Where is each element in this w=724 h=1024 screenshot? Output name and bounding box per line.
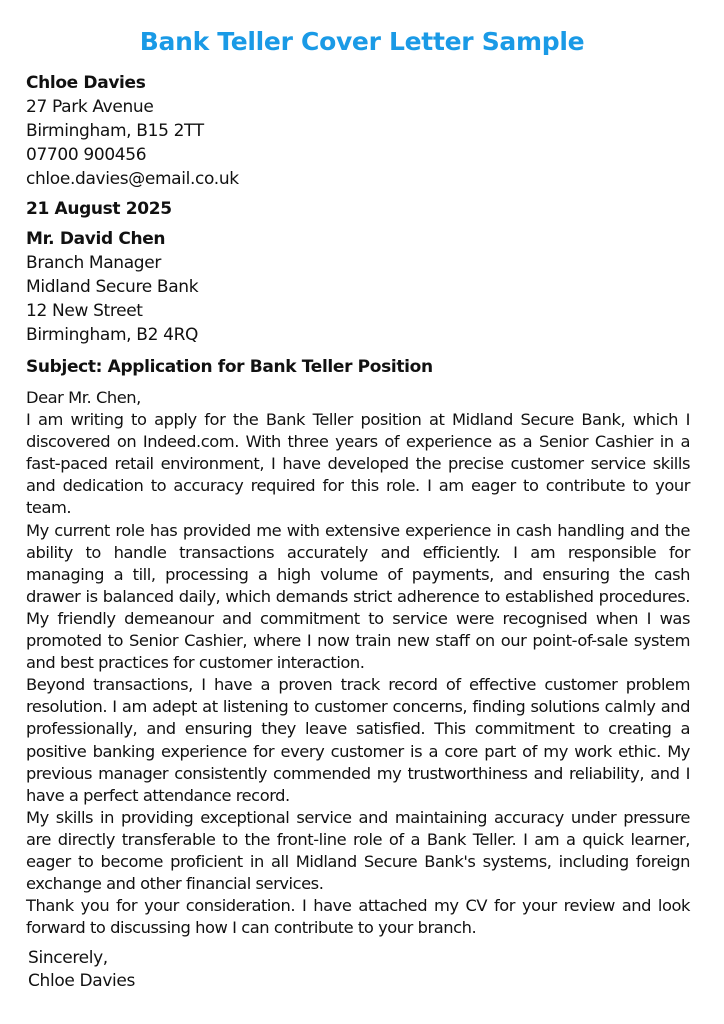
- salutation: Dear Mr. Chen,: [26, 388, 141, 407]
- sender-address-line1: 27 Park Avenue: [26, 97, 154, 117]
- recipient-street: 12 New Street: [26, 301, 143, 321]
- body-paragraph-1: I am writing to apply for the Bank Teller position at Midland Secure Bank, which I discovered on Indeed.com. With three years of experience as a Senior Cashier in a fast-paced retail environment, I have developed the precise customer service skills and dedication to accuracy required for this role. I am eager to contribute to your team.: [26, 410, 690, 518]
- sender-email: chloe.davies@email.co.uk: [26, 169, 239, 189]
- body-paragraph-4: My skills in providing exceptional service and maintaining accuracy under pressure are directly transferable to the front-line role of a Bank Teller. I am a quick learner, eager to become proficient in all Midland Secure Bank's systems, including foreign exchange and other financial services.: [26, 807, 690, 894]
- letter-body: [26, 387, 690, 939]
- recipient-name: Mr. David Chen: [26, 229, 166, 249]
- recipient-city: Birmingham, B2 4RQ: [26, 325, 199, 345]
- sender-name: Chloe Davies: [26, 73, 146, 93]
- body-paragraph-3: Beyond transactions, I have a proven track record of effective customer problem resolution. I am adept at listening to customer concerns, finding solutions calmly and professionally, and ensuring they leave satisfied. This commitment to creating a positive banking experience for every customer is a core part of my work ethic. My previous manager consistently commended my trustworthiness and reliability, and I have a perfect attendance record.: [26, 675, 690, 805]
- body-paragraph-2: My current role has provided me with extensive experience in cash handling and the ability to handle transactions accurately and efficiently. I am responsible for managing a till, processing a high volume of payments, and ensuring the cash drawer is balanced daily, which demands strict adherence to established procedures. My friendly demeanour and commitment to service were recognised when I was promoted to Senior Cashier, where I now train new staff on our point-of-sale system and best practices for customer interaction.: [26, 520, 690, 673]
- recipient-company: Midland Secure Bank: [26, 277, 199, 297]
- letter-date: 21 August 2025: [26, 199, 172, 219]
- recipient-role: Branch Manager: [26, 253, 161, 273]
- subject-line: Subject: Application for Bank Teller Position: [26, 357, 433, 377]
- page-title: Bank Teller Cover Letter Sample: [139, 27, 585, 56]
- valediction: Sincerely,: [28, 948, 108, 968]
- recipient-block: [26, 227, 690, 347]
- sender-block: [26, 71, 690, 191]
- sender-phone: 07700 900456: [26, 145, 147, 165]
- signature-name: Chloe Davies: [28, 971, 136, 991]
- closing-block: [28, 947, 135, 993]
- sender-address-line2: Birmingham, B15 2TT: [26, 121, 204, 141]
- body-paragraph-5: Thank you for your consideration. I have attached my CV for your review and look forward to discussing how I can contribute to your branch.: [26, 896, 690, 938]
